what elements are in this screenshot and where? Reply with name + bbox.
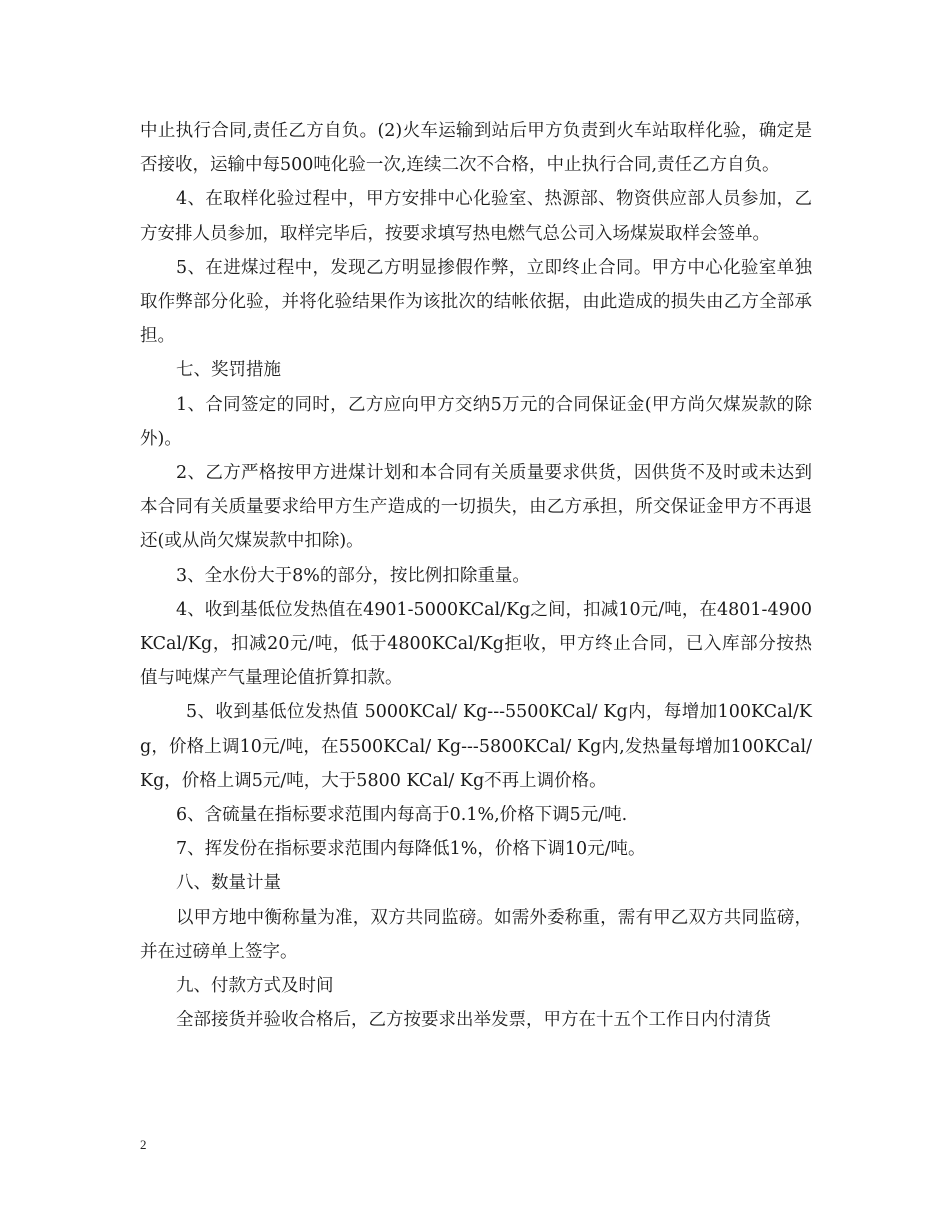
paragraph-item-3-moisture: 3、全水份大于8%的部分，按比例扣除重量。 <box>176 565 530 586</box>
page-number: 2 <box>140 1137 147 1152</box>
paragraph-weighing: 以甲方地中衡称量为准，双方共同监磅。如需外委称重，需有甲乙双方共同监磅，并在过磅单上签字。 <box>140 907 812 962</box>
section-heading-quantity: 八、数量计量 <box>176 873 281 894</box>
document-body <box>140 114 812 1037</box>
paragraph-payment-terms: 全部接货并验收合格后，乙方按要求出举发票，甲方在十五个工作日内付清货 <box>176 1010 771 1031</box>
paragraph-item-4-sampling: 4、在取样化验过程中，甲方安排中心化验室、热源部、物资供应部人员参加，乙方安排人员参加，取样完毕后，按要求填写热电燃气总公司入场煤炭取样会签单。 <box>140 189 812 244</box>
paragraph-item-6-sulfur: 6、含硫量在指标要求范围内每高于0.1%,价格下调5元/吨. <box>176 805 628 826</box>
section-heading-rewards-penalties: 七、奖罚措施 <box>176 360 281 381</box>
paragraph-item-7-volatile: 7、挥发份在指标要求范围内每降低1%，价格下调10元/吨。 <box>176 839 646 860</box>
paragraph-continuation: 中止执行合同,责任乙方自负。(2)火车运输到站后甲方负责到火车站取样化验，确定是否接收，运输中每500吨化验一次,连续二次不合格，中止执行合同,责任乙方自负。 <box>140 121 812 176</box>
paragraph-item-1-deposit: 1、合同签定的同时，乙方应向甲方交纳5万元的合同保证金(甲方尚欠煤炭款的除外)。 <box>140 394 812 449</box>
paragraph-item-2-supply: 2、乙方严格按甲方进煤计划和本合同有关质量要求供货，因供货不及时或未达到本合同有关质量要求给甲方生产造成的一切损失，由乙方承担，所交保证金甲方不再退还(或从尚欠煤炭款中扣除)。 <box>140 463 812 552</box>
paragraph-item-4-calorific-deduction: 4、收到基低位发热值在4901-5000KCal/Kg之间，扣减10元/吨，在4801-4900KCal/Kg，扣减20元/吨，低于4800KCal/Kg拒收，甲方终止合同，已入库部分按热值与吨煤产气量理论值折算扣款。 <box>140 599 812 689</box>
paragraph-item-5-calorific-bonus: 5、收到基低位发热值 5000KCal/ Kg---5500KCal/ Kg内，每增加100KCal/Kg，价格上调10元/吨，在5500KCal/ Kg---5800KCal/ Kg内,发热量每增加100KCal/ Kg，价格上调5元/吨，大于5800 KCal/ Kg不再上调价格。 <box>140 702 812 791</box>
paragraph-item-5-fraud: 5、在进煤过程中，发现乙方明显掺假作弊，立即终止合同。甲方中心化验室单独取作弊部分化验，并将化验结果作为该批次的结帐依据，由此造成的损失由乙方全部承担。 <box>140 257 812 347</box>
section-heading-payment: 九、付款方式及时间 <box>176 976 334 997</box>
